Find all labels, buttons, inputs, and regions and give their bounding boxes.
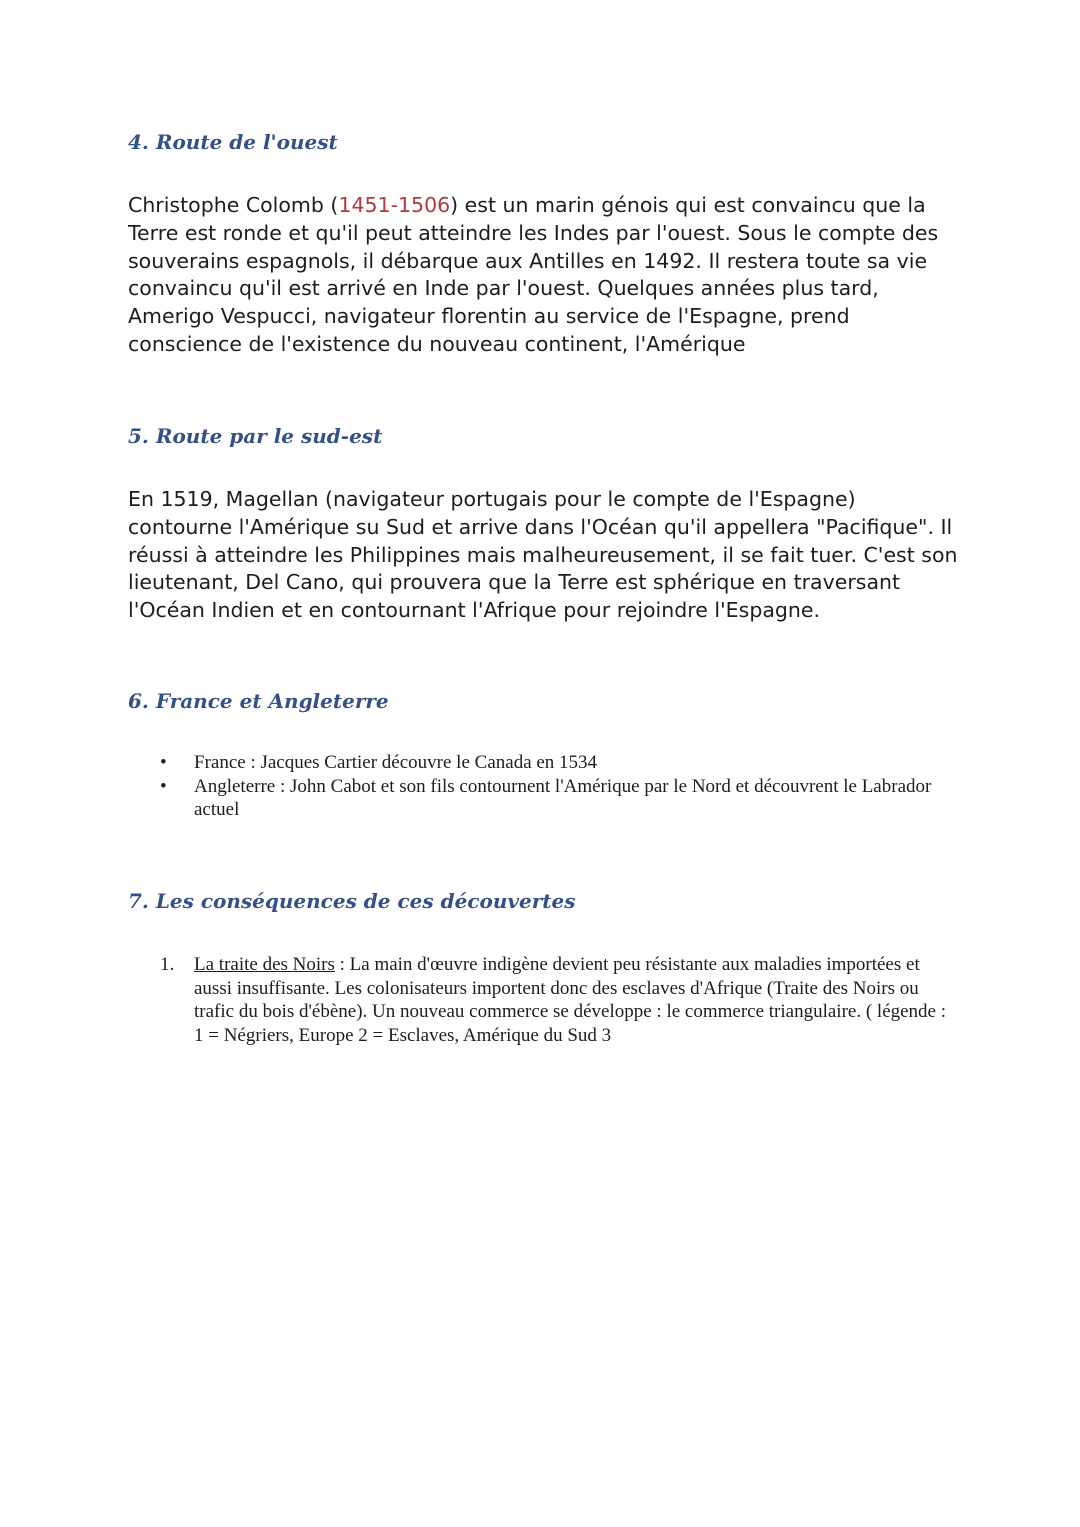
section-4-text-start: Christophe Colomb ( [128,193,339,217]
list-item [160,953,960,1047]
section-5-paragraph: En 1519, Magellan (navigateur portugais pour le compte de l'Espagne) contourne l'Amérique su Sud et arrive dans l'Océan qu'il appellera "Pacifique". Il réussi à atteindre les Philippines mais malheureusement, il se fait tuer. C'est son lieutenant, Del Cano, qui prouvera que la Terre est sphérique en traversant l'Océan Indien et en contournant l'Afrique pour rejoindre l'Espagne. [128,487,958,623]
section-6-list [160,751,950,822]
list-item [160,751,950,775]
colomb-dates: 1451-1506 [338,193,451,217]
section-5-heading: 5. Route par le sud-est [128,424,383,448]
list-item-text: France : Jacques Cartier découvre le Canada en 1534 [194,752,598,773]
bullet-icon: • [160,775,167,797]
list-item-text: Angleterre : John Cabot et son fils contournent l'Amérique par le Nord et découvrent le Labrador actuel [194,775,932,820]
section-4-paragraph [128,192,958,359]
list-item [160,775,950,822]
list-item-text: : La main d'œuvre indigène devient peu résistante aux maladies importées et aussi insuffisante. Les colonisateurs importent donc des esclaves d'Afrique (Traite des Noirs ou trafic du bois d'ébène). Un nouveau commerce se développe : le commerce triangulaire. ( légende : 1 = Négriers, Europe 2 = Esclaves, Amérique du Sud 3 [194,954,947,1046]
list-item-number: 1. [160,954,175,975]
list-item-term: La traite des Noirs [194,954,335,975]
section-6-heading: 6. France et Angleterre [128,689,389,713]
bullet-icon: • [160,752,167,773]
section-7-heading: 7. Les conséquences de ces découvertes [128,889,576,913]
section-7-list [160,953,960,1047]
section-4-text-end: ) est un marin génois qui est convaincu que la Terre est ronde et qu'il peut atteindre les Indes par l'ouest. Sous le compte des souverains espagnols, il débarque aux Antilles en 1492. Il restera toute sa vie convaincu qu'il est arrivé en Inde par l'ouest. Quelques années plus tard, Amerigo Vespucci, navigateur florentin au service de l'Espagne, prend conscience de l'existence du nouveau continent, l'Amérique [128,193,939,356]
section-4-heading: 4. Route de l'ouest [128,130,338,154]
